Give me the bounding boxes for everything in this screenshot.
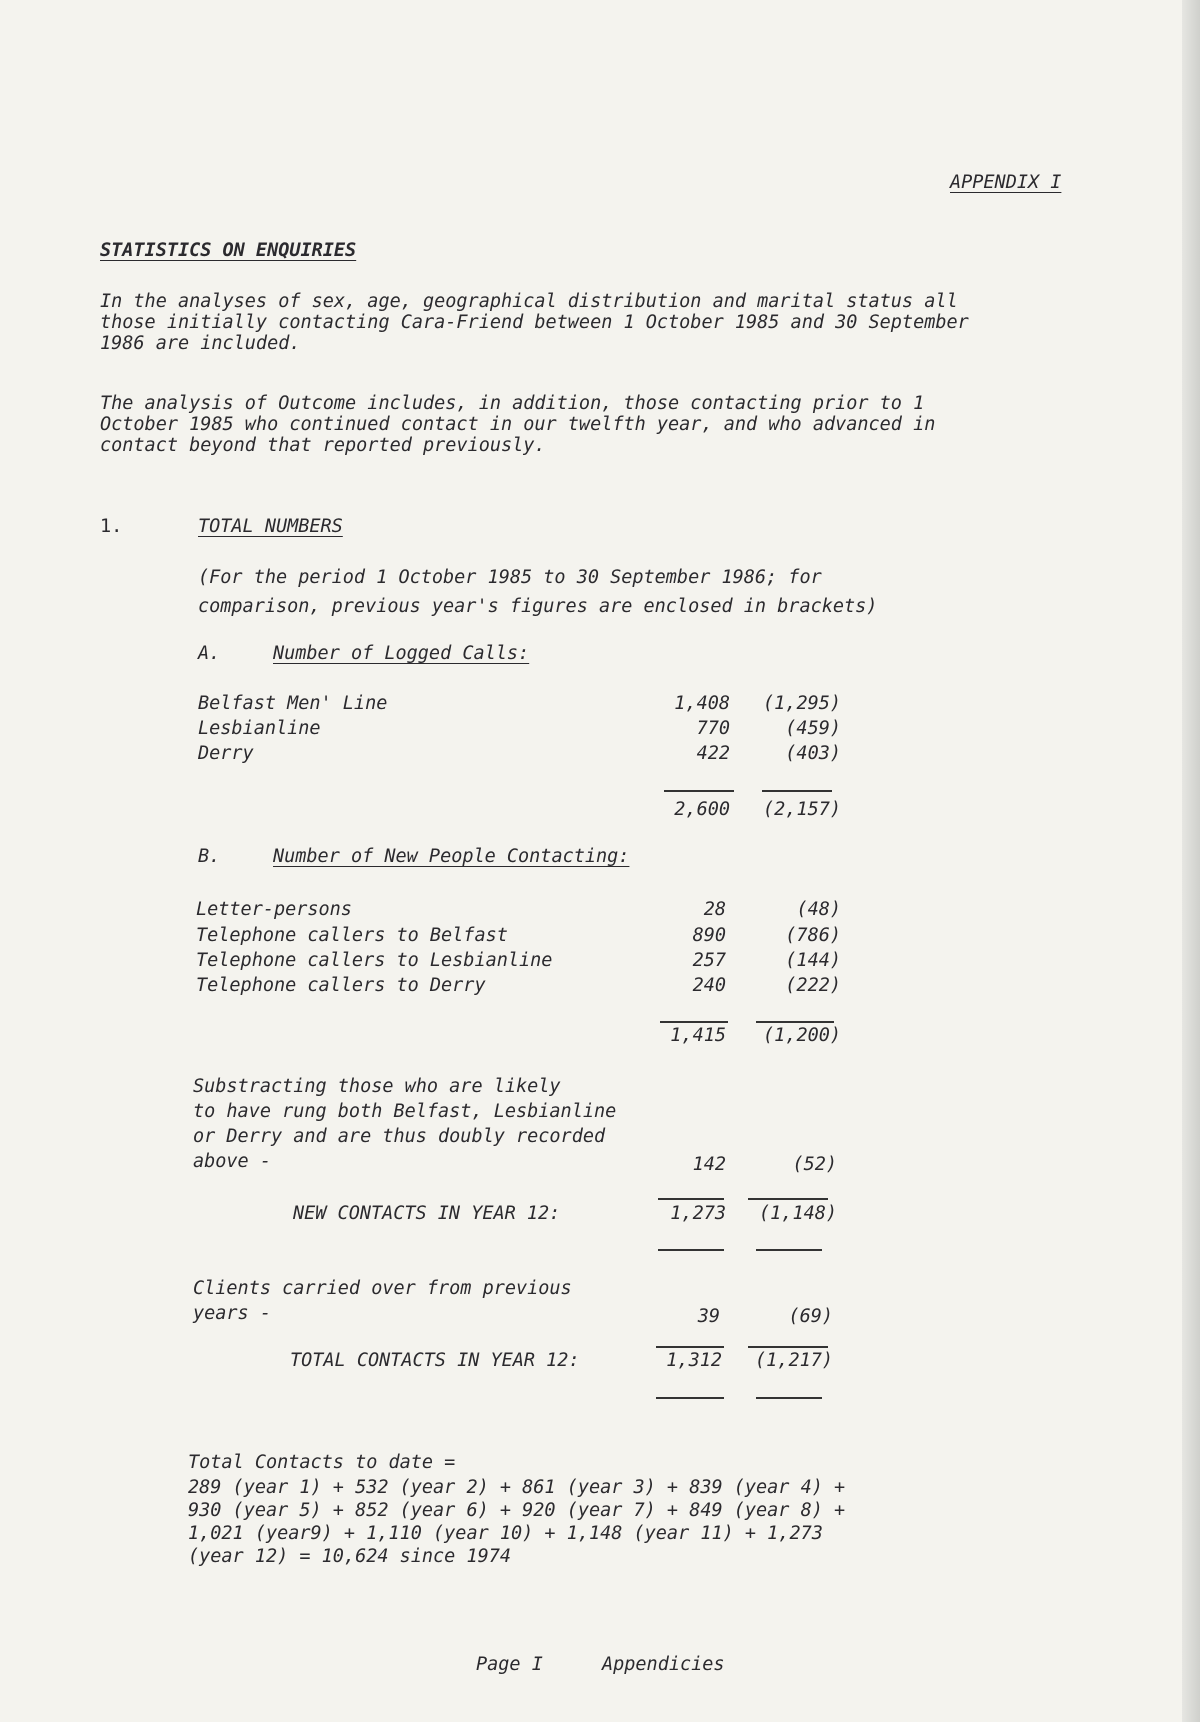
part-a-row-label: Belfast Men' Line [198,693,388,714]
part-b-letter: B. [198,846,221,867]
total-contacts-double-rule [656,1397,724,1399]
section-note-line-2: comparison, previous year's figures are enclosed in brackets) [198,596,878,617]
page-edge-shadow [1182,0,1200,1722]
part-b-title: Number of New People Contacting: [273,846,630,867]
new-contacts-rule [658,1198,724,1200]
part-a-row-value: 422 [696,743,730,764]
part-b-total-prev: (1,200) [763,1025,841,1046]
part-b-row-value: 240 [692,975,726,996]
section-number: 1. [100,516,123,537]
subtract-line-4: above - [193,1151,271,1172]
part-a-total-prev: (2,157) [763,799,841,820]
to-date-line-1: Total Contacts to date = [188,1452,456,1473]
total-contacts-prev-rule [748,1346,828,1348]
part-a-row-value: 770 [696,718,730,739]
part-a-total-prev-rule [762,790,832,792]
part-b-row-label: Telephone callers to Lesbianline [196,950,553,971]
part-b-total: 1,415 [670,1025,726,1046]
part-b-row-label: Telephone callers to Belfast [196,925,508,946]
subtract-line-1: Substracting those who are likely [193,1076,561,1097]
part-a-row-prev: (1,295) [763,693,841,714]
part-b-row-prev: (144) [785,950,841,971]
footer-page-number: Page I [476,1654,543,1675]
part-b-row-value: 257 [692,950,726,971]
to-date-line-2: 289 (year 1) + 532 (year 2) + 861 (year 3) + 839 (year 4) + [188,1477,846,1498]
carried-line-2: years - [193,1303,271,1324]
part-a-title: Number of Logged Calls: [273,643,530,664]
section-title: TOTAL NUMBERS [198,516,343,537]
new-contacts-prev: (1,148) [759,1203,837,1224]
new-contacts-value: 1,273 [670,1203,726,1224]
page-heading: STATISTICS ON ENQUIRIES [100,240,357,261]
part-b-total-rule [660,1021,728,1023]
total-contacts-prev: (1,217) [755,1350,833,1371]
carried-line-1: Clients carried over from previous [193,1278,572,1299]
part-b-row-value: 28 [703,899,726,920]
carried-value: 39 [697,1306,720,1327]
to-date-line-5: (year 12) = 10,624 since 1974 [188,1546,512,1567]
section-note-line-1: (For the period 1 October 1985 to 30 September 1986; for [198,567,822,588]
subtract-line-2: to have rung both Belfast, Lesbianline [193,1101,617,1122]
part-a-letter: A. [198,643,221,664]
subtract-prev: (52) [792,1154,837,1175]
part-b-row-prev: (786) [785,925,841,946]
part-b-row-label: Telephone callers to Derry [196,975,486,996]
part-a-total-rule [664,790,734,792]
intro-paragraph-1: In the analyses of sex, age, geographical distribution and marital status all those initially contacting Cara-Friend between 1 October 1985 and 30 September 1986 are included. [100,291,969,354]
subtract-line-3: or Derry and are thus doubly recorded [193,1126,606,1147]
part-a-row-label: Lesbianline [198,718,321,739]
part-b-row-value: 890 [692,925,726,946]
total-contacts-prev-double-rule [756,1397,822,1399]
part-a-row-prev: (459) [785,718,841,739]
part-b-row-prev: (48) [796,899,841,920]
part-a-row-label: Derry [198,743,254,764]
part-b-row-prev: (222) [785,975,841,996]
footer-section: Appendicies [602,1654,725,1675]
subtract-value: 142 [692,1154,726,1175]
part-a-row-prev: (403) [785,743,841,764]
carried-prev: (69) [788,1306,833,1327]
total-contacts-label: TOTAL CONTACTS IN YEAR 12: [290,1350,580,1371]
part-b-total-prev-rule [756,1021,834,1023]
total-contacts-value: 1,312 [666,1350,722,1371]
part-a-total: 2,600 [674,799,730,820]
new-contacts-prev-rule [748,1198,828,1200]
appendix-label: APPENDIX I [950,172,1062,193]
to-date-line-3: 930 (year 5) + 852 (year 6) + 920 (year 7) + 849 (year 8) + [188,1500,846,1521]
to-date-line-4: 1,021 (year9) + 1,110 (year 10) + 1,148 (year 11) + 1,273 [188,1523,823,1544]
total-contacts-rule [656,1346,724,1348]
part-a-row-value: 1,408 [674,693,730,714]
part-b-row-label: Letter-persons [196,899,352,920]
new-contacts-double-rule [658,1249,724,1251]
new-contacts-prev-double-rule [756,1249,822,1251]
intro-paragraph-2: The analysis of Outcome includes, in addition, those contacting prior to 1 October 1985 who continued contact in our twelfth year, and who advanced in contact beyond that reported previously. [100,393,936,456]
new-contacts-label: NEW CONTACTS IN YEAR 12: [293,1203,561,1224]
